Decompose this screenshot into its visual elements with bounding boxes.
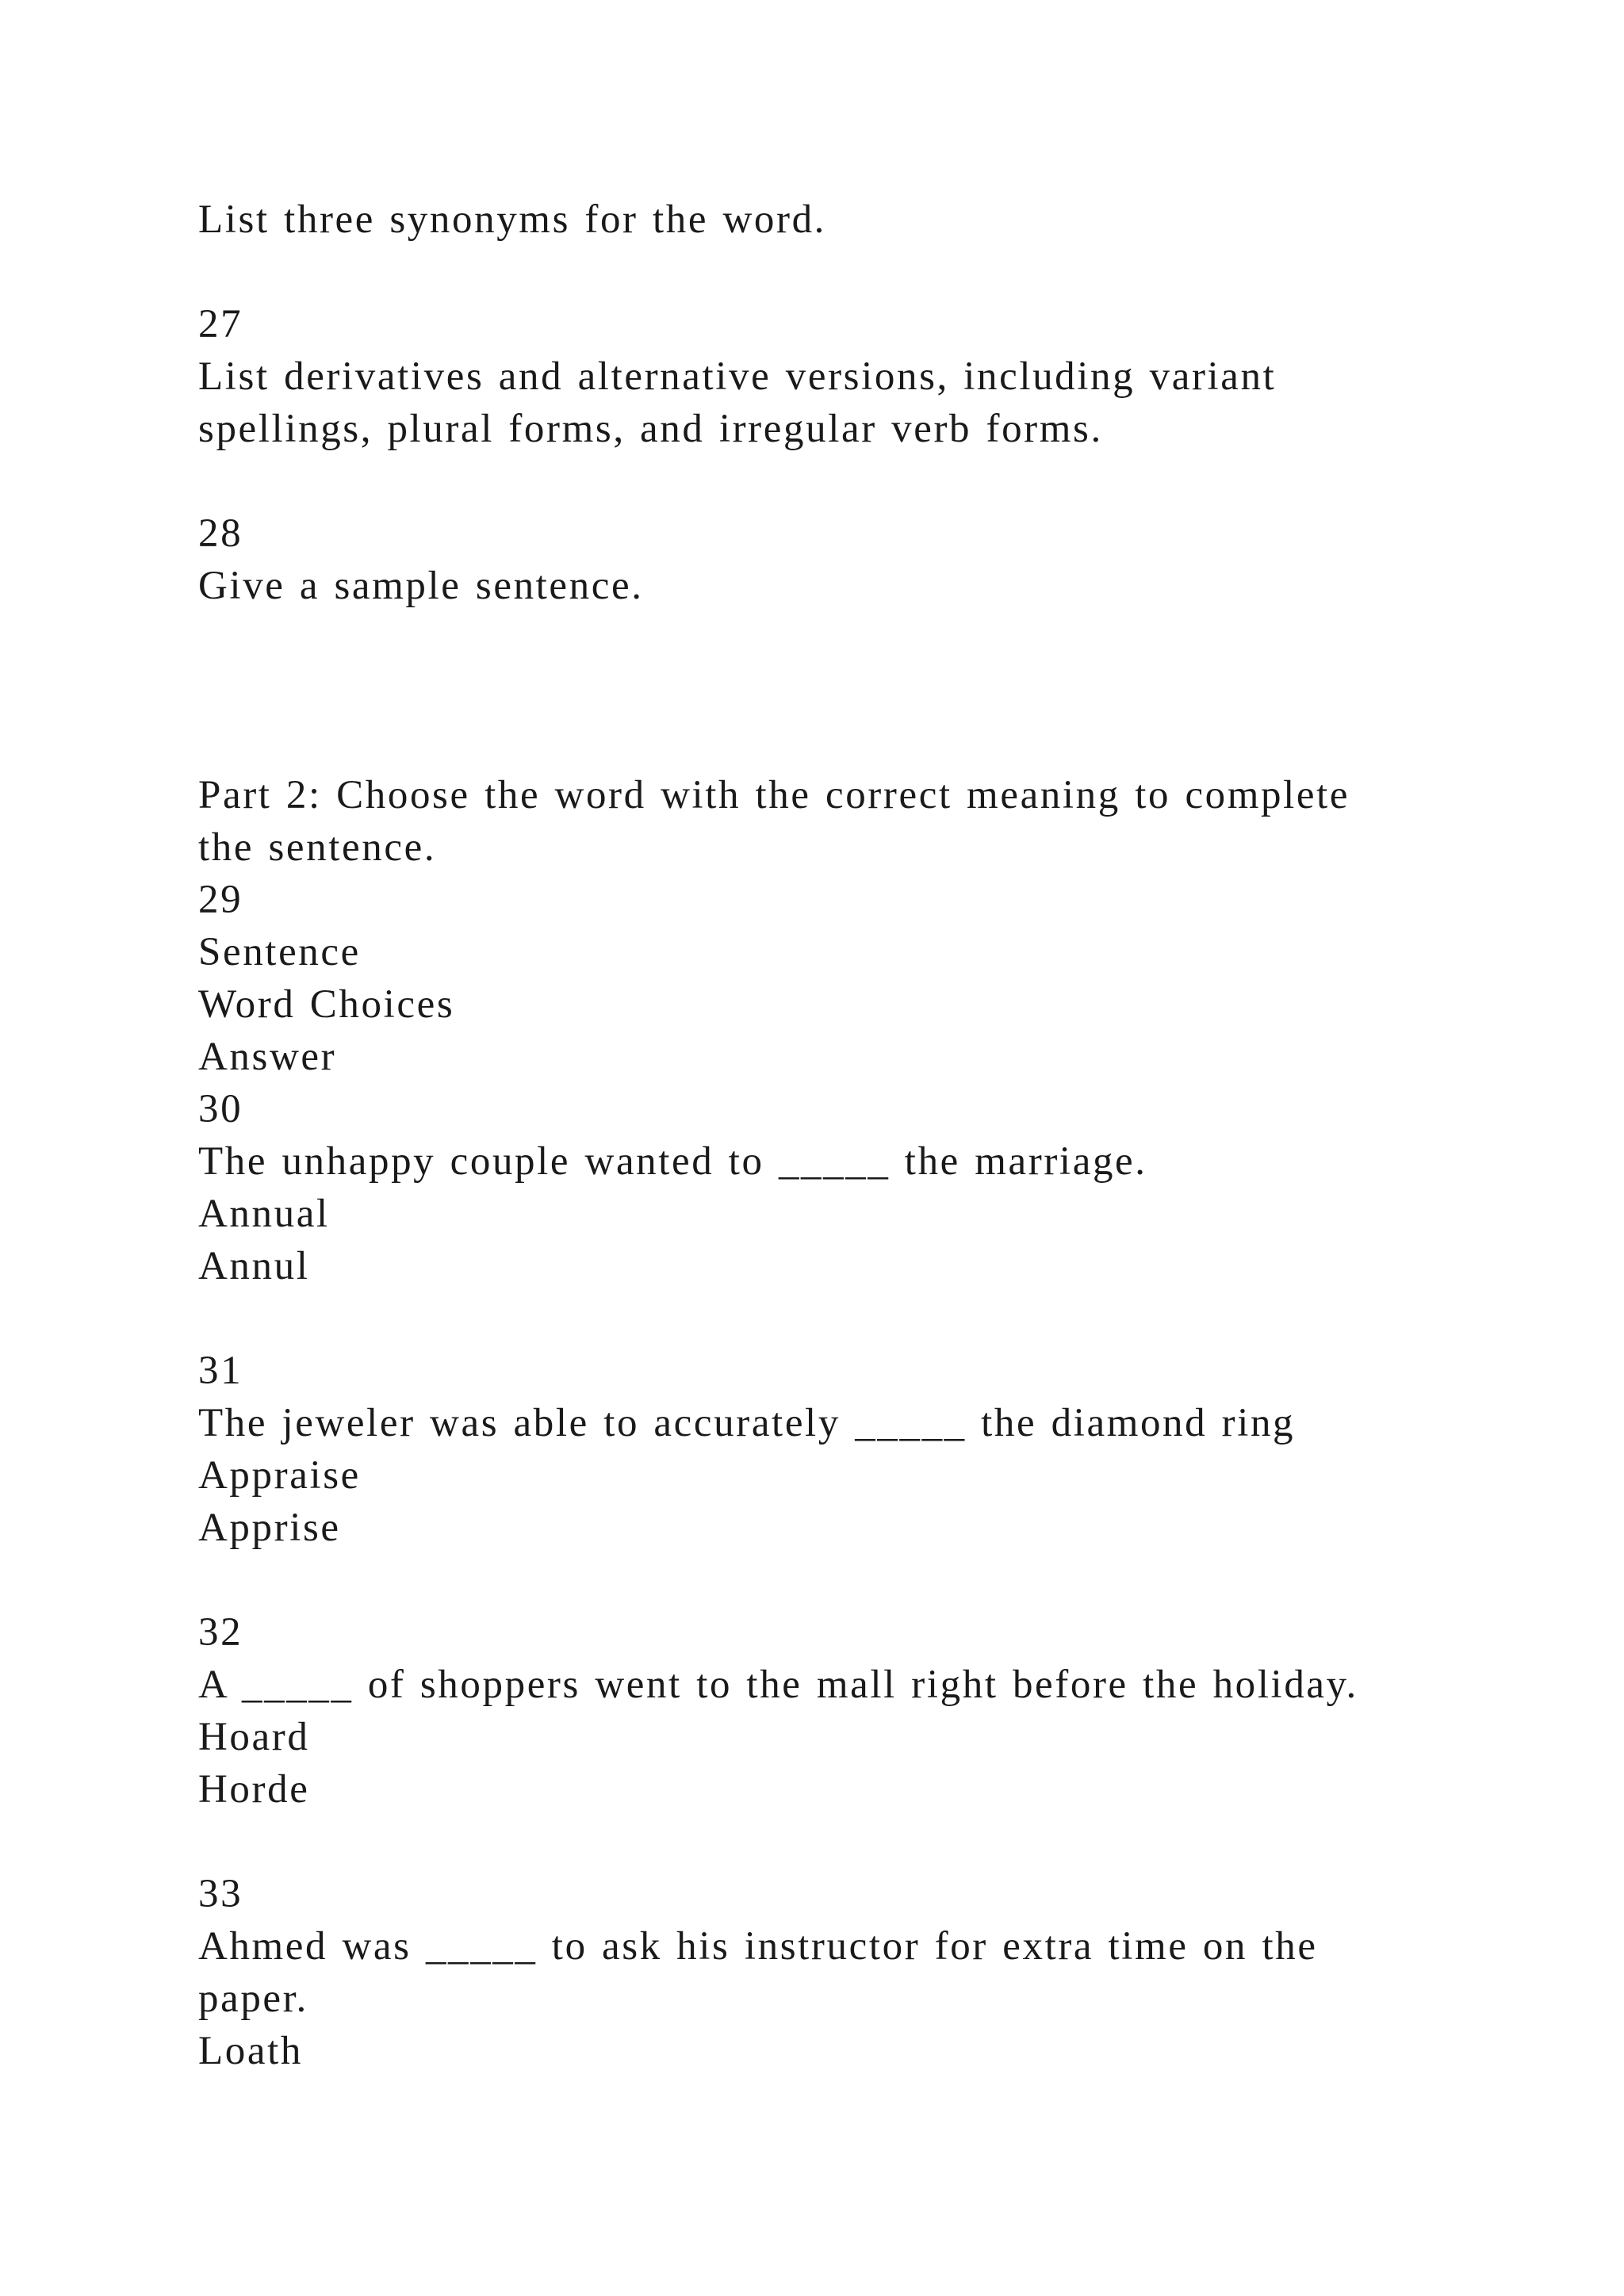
blank-line <box>198 1554 1546 1606</box>
sentence-31: The jeweler was able to accurately _____ the diamond ring <box>198 1401 1296 1445</box>
blank-line <box>198 1816 1546 1868</box>
item-number-31: 31 <box>198 1349 243 1393</box>
document-text <box>198 193 1546 2077</box>
word-choice-horde: Horde <box>198 1767 310 1812</box>
instruction-synonyms: List three synonyms for the word. <box>198 197 827 242</box>
part-2-heading-cont: the sentence. <box>198 825 437 870</box>
item-number-33: 33 <box>198 1872 243 1916</box>
item-number-29: 29 <box>198 878 243 922</box>
blank-line <box>198 1292 1546 1345</box>
blank-line <box>198 717 1546 769</box>
sentence-33: Ahmed was _____ to ask his instructor for extra time on the <box>198 1924 1318 1969</box>
item-number-32: 32 <box>198 1610 243 1655</box>
column-header-answer: Answer <box>198 1035 337 1079</box>
word-choice-annual: Annual <box>198 1192 330 1236</box>
column-header-sentence: Sentence <box>198 930 361 974</box>
blank-line <box>198 455 1546 507</box>
blank-line <box>198 612 1546 664</box>
sentence-32: A _____ of shoppers went to the mall right before the holiday. <box>198 1663 1358 1707</box>
part-2-heading: Part 2: Choose the word with the correct meaning to complete <box>198 773 1350 817</box>
word-choice-annul: Annul <box>198 1244 310 1288</box>
item-number-30: 30 <box>198 1087 243 1131</box>
instruction-sample-sentence: Give a sample sentence. <box>198 564 644 608</box>
item-number-27: 27 <box>198 302 243 346</box>
blank-line <box>198 246 1546 298</box>
word-choice-appraise: Appraise <box>198 1453 361 1498</box>
instruction-derivatives-cont: spellings, plural forms, and irregular verb forms. <box>198 407 1103 451</box>
item-number-28: 28 <box>198 511 243 556</box>
sentence-30: The unhappy couple wanted to _____ the marriage. <box>198 1139 1147 1184</box>
blank-line <box>198 664 1546 717</box>
word-choice-hoard: Hoard <box>198 1715 310 1759</box>
column-header-word-choices: Word Choices <box>198 982 455 1027</box>
sentence-33-cont: paper. <box>198 1976 308 2021</box>
word-choice-loath: Loath <box>198 2029 303 2073</box>
instruction-derivatives: List derivatives and alternative versions, including variant <box>198 354 1277 399</box>
word-choice-apprise: Apprise <box>198 1506 341 1550</box>
